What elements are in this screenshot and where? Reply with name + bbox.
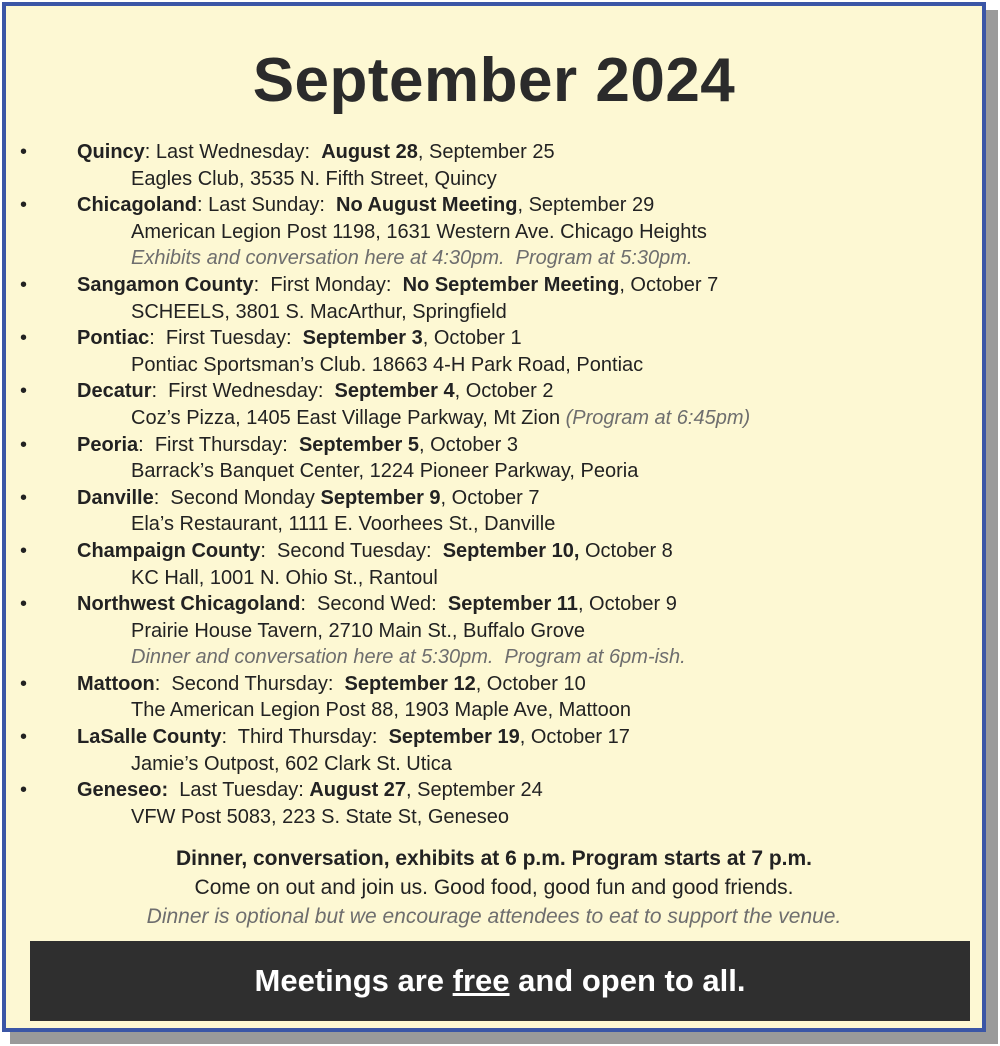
meeting-address: KC Hall, 1001 N. Ohio St., Rantoul — [131, 566, 438, 589]
meeting-date: August 27 — [309, 779, 407, 802]
meeting-item — [6, 485, 982, 538]
meeting-day: : First Monday: — [253, 273, 403, 296]
meeting-name: Geneseo: — [77, 779, 169, 802]
meeting-date: September 3 — [302, 327, 423, 350]
meeting-name: Decatur — [77, 380, 152, 403]
meeting-name: Pontiac — [77, 327, 150, 350]
meeting-address-line — [77, 352, 982, 379]
bullet: • — [20, 593, 28, 616]
meeting-date: September 12 — [344, 672, 476, 695]
bullet: • — [20, 327, 28, 350]
meeting-item — [6, 378, 982, 431]
banner-text-free: free — [452, 963, 510, 998]
meeting-name: Chicagoland — [77, 194, 198, 217]
meeting-address-line — [77, 458, 982, 485]
meeting-name: LaSalle County — [77, 726, 222, 749]
bullet: • — [20, 141, 28, 163]
meeting-item — [6, 671, 982, 724]
meeting-next-date: , September 24 — [406, 779, 543, 802]
footer-invitation: Come on out and join us. Good food, good fun and good friends. — [194, 876, 794, 899]
bullet: • — [20, 433, 28, 456]
meeting-next-date: , October 2 — [454, 380, 554, 403]
meeting-address: Coz’s Pizza, 1405 East Village Parkway, Mt Zion — [131, 406, 566, 429]
meeting-day: : First Tuesday: — [149, 327, 303, 350]
bullet: • — [20, 273, 28, 296]
meeting-schedule-line — [77, 591, 982, 618]
page-title: September 2024 — [252, 46, 736, 115]
free-meetings-banner — [30, 941, 970, 1021]
meeting-day: : Last Wednesday: — [144, 141, 322, 163]
meeting-schedule-line — [77, 538, 982, 565]
meeting-flyer — [2, 2, 986, 1032]
bullet: • — [20, 486, 28, 509]
meeting-address-line — [77, 618, 982, 645]
meeting-next-date: , September 25 — [417, 141, 555, 163]
bullet: • — [20, 726, 28, 749]
meeting-list — [6, 139, 982, 830]
meeting-address-line — [77, 751, 982, 778]
meeting-day: : Third Thursday: — [221, 726, 389, 749]
meeting-name: Northwest Chicagoland — [77, 593, 301, 616]
meeting-item — [6, 192, 982, 272]
meeting-schedule-line — [77, 485, 982, 512]
meeting-address: SCHEELS, 3801 S. MacArthur, Springfield — [131, 300, 507, 323]
meeting-next-date: , September 29 — [517, 194, 655, 217]
meeting-address-line — [77, 565, 982, 592]
meeting-address: Jamie’s Outpost, 602 Clark St. Utica — [131, 752, 452, 775]
meeting-item — [6, 272, 982, 325]
meeting-address: Prairie House Tavern, 2710 Main St., Buffalo Grove — [131, 619, 585, 642]
meeting-next-date: , October 17 — [519, 726, 630, 749]
meeting-address: Eagles Club, 3535 N. Fifth Street, Quincy — [131, 167, 497, 190]
meeting-name: Quincy — [77, 141, 145, 163]
meeting-schedule-line — [77, 378, 982, 405]
meeting-next-date: , October 1 — [422, 327, 522, 350]
banner-text-before: Meetings are — [254, 963, 453, 998]
meeting-next-date: , October 10 — [475, 672, 586, 695]
meeting-day: : Second Tuesday: — [260, 539, 443, 562]
meeting-day: : First Thursday: — [138, 433, 299, 456]
meeting-date: September 9 — [320, 486, 441, 509]
meeting-schedule-line — [77, 139, 982, 166]
meeting-next-date: , October 3 — [419, 433, 518, 456]
meeting-note: Exhibits and conversation here at 4:30pm. Program at 5:30pm. — [131, 247, 693, 270]
bullet: • — [20, 194, 28, 217]
footer-schedule: Dinner, conversation, exhibits at 6 p.m. Program starts at 7 p.m. — [175, 847, 813, 870]
meeting-date: August 28 — [321, 141, 418, 163]
meeting-address: VFW Post 5083, 223 S. State St, Geneseo — [131, 805, 509, 828]
meeting-address: American Legion Post 1198, 1631 Western Ave. Chicago Heights — [131, 220, 707, 243]
meeting-address-line — [77, 219, 982, 246]
meeting-date: September 5 — [298, 433, 419, 456]
meeting-date: September 10, — [442, 539, 580, 562]
meeting-note: Dinner and conversation here at 5:30pm. Program at 6pm-ish. — [131, 646, 686, 669]
meeting-next-date: , October 7 — [440, 486, 540, 509]
meeting-item — [6, 139, 982, 192]
meeting-schedule-line — [77, 724, 982, 751]
bullet: • — [20, 672, 28, 695]
meeting-schedule-line — [77, 777, 982, 804]
meeting-day: : Second Monday — [153, 486, 321, 509]
meeting-program-note: (Program at 6:45pm) — [565, 406, 751, 429]
meeting-address-line — [77, 166, 982, 193]
meeting-name: Mattoon — [77, 672, 155, 695]
meeting-schedule-line — [77, 671, 982, 698]
meeting-schedule-line — [77, 325, 982, 352]
meeting-next-date: October 8 — [579, 539, 673, 562]
meeting-date: September 4 — [334, 380, 455, 403]
meeting-day: : First Wednesday: — [151, 380, 335, 403]
meeting-schedule-line — [77, 432, 982, 459]
meeting-address: Barrack’s Banquet Center, 1224 Pioneer Parkway, Peoria — [131, 460, 639, 483]
meeting-date: September 11 — [447, 593, 578, 616]
meeting-address-line — [77, 697, 982, 724]
meeting-address: Pontiac Sportsman’s Club. 18663 4-H Park Road, Pontiac — [131, 353, 644, 376]
bullet: • — [20, 539, 28, 562]
meeting-date: September 19 — [388, 726, 520, 749]
meeting-item — [6, 432, 982, 485]
meeting-name: Champaign County — [77, 539, 261, 562]
bullet: • — [20, 779, 28, 802]
meeting-next-date: , October 7 — [619, 273, 719, 296]
meeting-name: Danville — [77, 486, 154, 509]
meeting-next-date: , October 9 — [577, 593, 677, 616]
meeting-item — [6, 724, 982, 777]
meeting-item — [6, 538, 982, 591]
meeting-day: : Last Sunday: — [197, 194, 336, 217]
meeting-address-line — [77, 405, 982, 432]
meeting-item — [6, 591, 982, 671]
meeting-address-line — [77, 804, 982, 831]
meeting-name: Sangamon County — [77, 273, 254, 296]
meeting-day: Last Tuesday: — [168, 779, 310, 802]
meeting-address: Ela’s Restaurant, 1111 E. Voorhees St., Danville — [131, 513, 556, 536]
meeting-address-line — [77, 299, 982, 326]
meeting-date: No August Meeting — [336, 194, 518, 217]
footer-info — [6, 844, 982, 931]
footer-dinner-note: Dinner is optional but we encourage attendees to eat to support the venue. — [146, 905, 842, 928]
banner-text-after: and open to all. — [509, 963, 746, 998]
meeting-date: No September Meeting — [402, 273, 620, 296]
meeting-name: Peoria — [77, 433, 139, 456]
meeting-day: : Second Thursday: — [154, 672, 345, 695]
meeting-schedule-line — [77, 272, 982, 299]
bullet: • — [20, 380, 28, 403]
meeting-address-line — [77, 511, 982, 538]
meeting-address: The American Legion Post 88, 1903 Maple Ave, Mattoon — [131, 699, 631, 722]
meeting-schedule-line — [77, 192, 982, 219]
meeting-day: : Second Wed: — [300, 593, 448, 616]
meeting-item — [6, 325, 982, 378]
meeting-item — [6, 777, 982, 830]
